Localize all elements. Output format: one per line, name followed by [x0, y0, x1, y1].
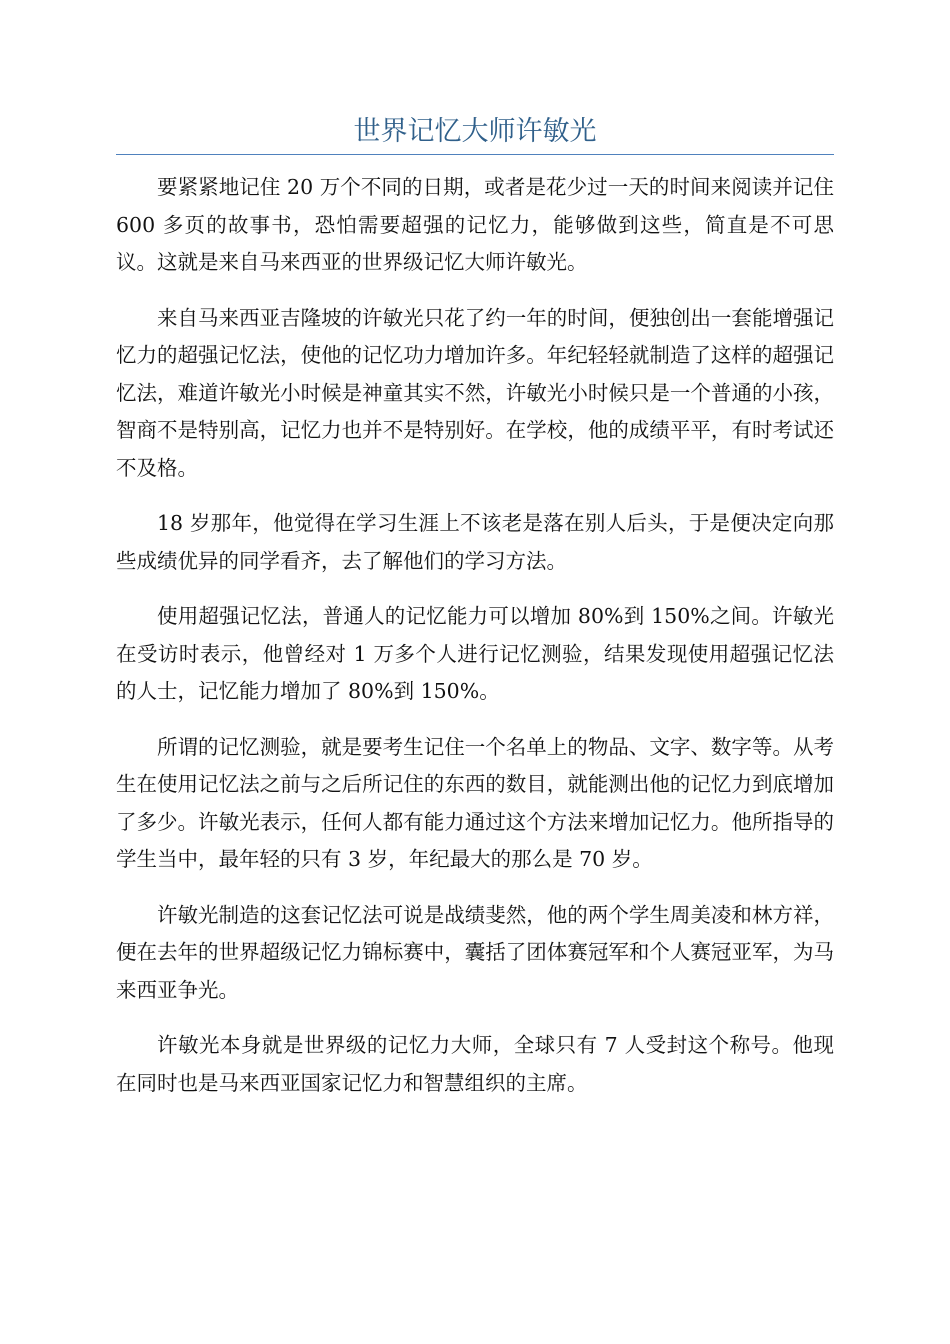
paragraph-5: 所谓的记忆测验，就是要考生记住一个名单上的物品、文字、数字等。从考生在使用记忆法之前与之后所记住的东西的数目，就能测出他的记忆力到底增加了多少。许敏光表示，任何人都有能力通过这个方法来增加记忆力。他所指导的学生当中，最年轻的只有 3 岁，年纪最大的那么是 70 岁。	[116, 734, 834, 871]
paragraph-2: 来自马来西亚吉隆坡的许敏光只花了约一年的时间，便独创出一套能增强记忆力的超强记忆法，使他的记忆功力增加许多。年纪轻轻就制造了这样的超强记忆法，难道许敏光小时候是神童其实不然，许敏光小时候只是一个普通的小孩，智商不是特别高，记忆力也并不是特别好。在学校，他的成绩平平，有时考试还不及格。	[116, 305, 834, 480]
title-underline	[116, 154, 834, 155]
paragraph-7: 许敏光本身就是世界级的记忆力大师，全球只有 7 人受封这个称号。他现在同时也是马来西亚国家记忆力和智慧组织的主席。	[116, 1033, 834, 1095]
document-title: 世界记忆大师许敏光	[353, 116, 597, 147]
paragraph-4: 使用超强记忆法，普通人的记忆能力可以增加 80%到 150%之间。许敏光在受访时表示，他曾经对 1 万多个人进行记忆测验，结果发现使用超强记忆法的人士，记忆能力增加了 80%到 150%。	[116, 604, 834, 703]
paragraph-3: 18 岁那年，他觉得在学习生涯上不该老是落在别人后头，于是便决定向那些成绩优异的同学看齐，去了解他们的学习方法。	[116, 511, 834, 573]
document-page	[116, 112, 834, 1120]
paragraph-1: 要紧紧地记住 20 万个不同的日期，或者是花少过一天的时间来阅读并记住 600 多页的故事书，恐怕需要超强的记忆力，能够做到这些，简直是不可思议。这就是来自马来西亚的世界级记忆大师许敏光。	[116, 175, 834, 274]
paragraph-6: 许敏光制造的这套记忆法可说是战绩斐然，他的两个学生周美凌和林方祥，便在去年的世界超级记忆力锦标赛中，囊括了团体赛冠军和个人赛冠亚军，为马来西亚争光。	[116, 902, 834, 1002]
